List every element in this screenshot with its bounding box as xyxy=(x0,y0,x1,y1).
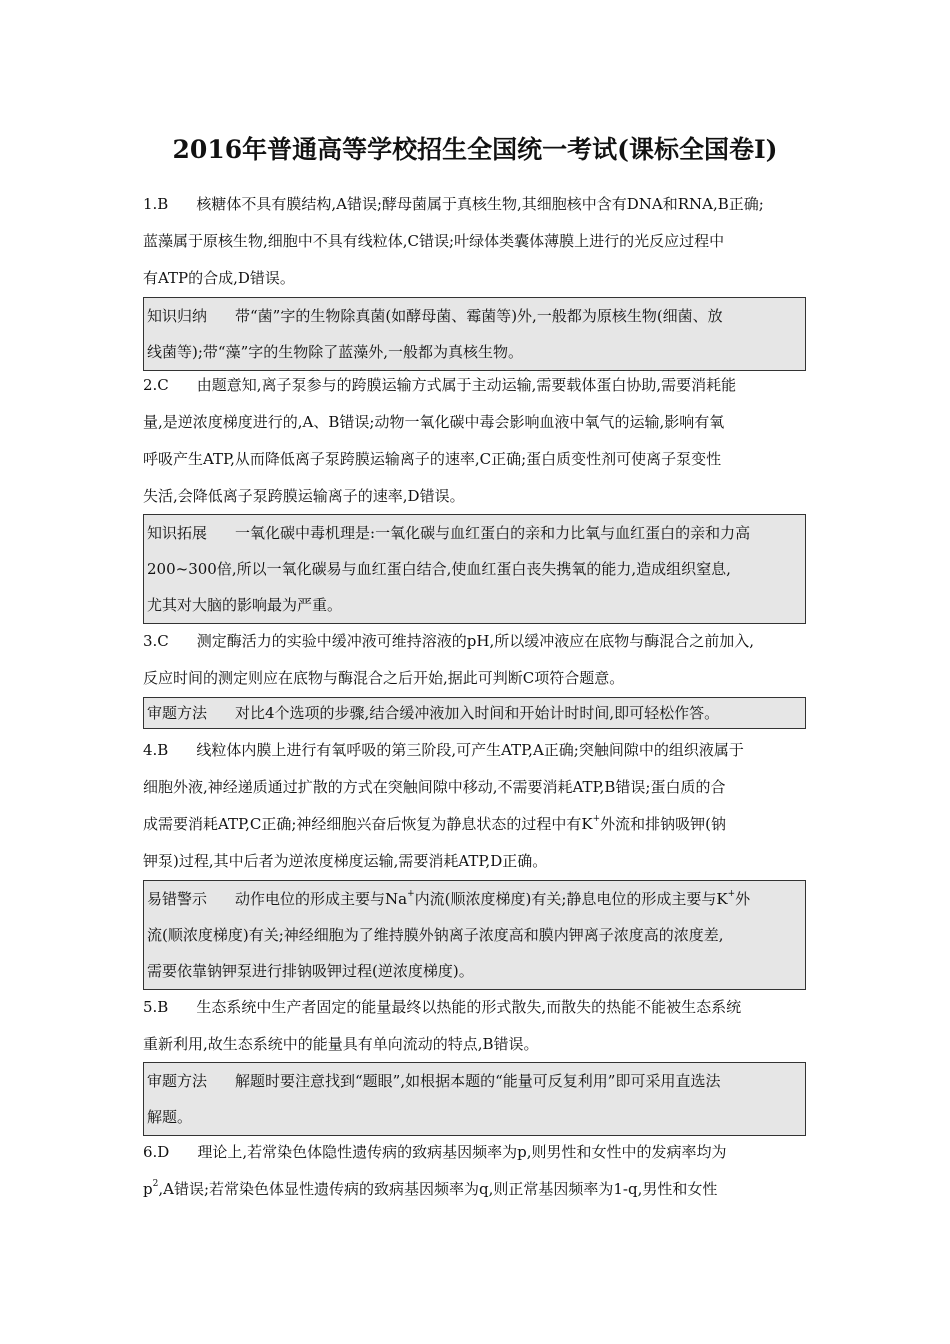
answer-text: ,A错误;若常染色体显性遗传病的致病基因频率为q,则正常基因频率为1-q,男性和女性 xyxy=(158,1180,718,1198)
note-line xyxy=(147,1063,802,1099)
note-text: 一氧化碳中毒机理是:一氧化碳与血红蛋白的亲和力比氧与血红蛋白的亲和力高 xyxy=(235,524,751,542)
answer-2 xyxy=(143,367,806,515)
answer-line xyxy=(143,989,806,1026)
answer-line xyxy=(143,806,806,843)
note-box xyxy=(143,697,806,729)
page-title: 2016年普通高等学校招生全国统一考试(课标全国卷Ⅰ) xyxy=(172,135,778,164)
answer-text: 测定酶活力的实验中缓冲液可维持溶液的pH,所以缓冲液应在底物与酶混合之前加入, xyxy=(196,632,755,650)
superscript: + xyxy=(727,889,736,899)
note-text: 需要依靠钠钾泵进行排钠吸钾过程(逆浓度梯度)。 xyxy=(147,962,474,980)
answer-text: 细胞外液,神经递质通过扩散的方式在突触间隙中移动,不需要消耗ATP,B错误;蛋白质的合 xyxy=(143,778,726,796)
note-line xyxy=(147,881,802,917)
answer-6 xyxy=(143,1134,806,1208)
note-label: 知识拓展 xyxy=(147,524,208,542)
answer-text: p xyxy=(143,1180,153,1198)
note-text: 解题。 xyxy=(147,1108,193,1126)
answer-line xyxy=(143,367,806,404)
answer-number: 2.C xyxy=(143,376,169,394)
answer-line xyxy=(143,186,806,223)
answer-number: 3.C xyxy=(143,632,169,650)
answer-text: 核糖体不具有膜结构,A错误;酵母菌属于真核生物,其细胞核中含有DNA和RNA,B正确; xyxy=(196,195,764,213)
answer-3 xyxy=(143,623,806,697)
answer-text: 生态系统中生产者固定的能量最终以热能的形式散失,而散失的热能不能被生态系统 xyxy=(196,998,742,1016)
answer-text: 钾泵)过程,其中后者为逆浓度梯度运输,需要消耗ATP,D正确。 xyxy=(143,852,548,870)
answer-text: 量,是逆浓度梯度进行的,A、B错误;动物一氧化碳中毒会影响血液中氧气的运输,影响有氧 xyxy=(143,413,725,431)
answer-text: 成需要消耗ATP,C正确;神经细胞兴奋后恢复为静息状态的过程中有K xyxy=(143,815,593,833)
note-label: 易错警示 xyxy=(147,890,208,908)
note-text: 尤其对大脑的影响最为严重。 xyxy=(147,596,343,614)
answer-number: 1.B xyxy=(143,195,169,213)
note-box xyxy=(143,1062,806,1136)
note-box xyxy=(143,514,806,624)
note-text: 内流(顺浓度梯度)有关;静息电位的形成主要与K xyxy=(414,890,728,908)
answer-text: 失活,会降低离子泵跨膜运输离子的速率,D错误。 xyxy=(143,487,465,505)
answer-number: 5.B xyxy=(143,998,169,1016)
answer-5 xyxy=(143,989,806,1063)
answer-text: 线粒体内膜上进行有氧呼吸的第三阶段,可产生ATP,A正确;突触间隙中的组织液属于 xyxy=(196,741,744,759)
note-text: 解题时要注意找到“题眼”,如根据本题的“能量可反复利用”即可采用直选法 xyxy=(235,1072,721,1090)
answer-text: 理论上,若常染色体隐性遗传病的致病基因频率为p,则男性和女性中的发病率均为 xyxy=(197,1143,727,1161)
note-text: 动作电位的形成主要与Na xyxy=(235,890,408,908)
answer-text: 蓝藻属于原核生物,细胞中不具有线粒体,C错误;叶绿体类囊体薄膜上进行的光反应过程中 xyxy=(143,232,725,250)
superscript: + xyxy=(407,889,415,899)
note-line xyxy=(147,298,802,334)
note-text: 流(顺浓度梯度)有关;神经细胞为了维持膜外钠离子浓度高和膜内钾离子浓度高的浓度差, xyxy=(147,926,724,944)
note-label: 审题方法 xyxy=(147,704,208,722)
answer-text: 反应时间的测定则应在底物与酶混合之后开始,据此可判断C项符合题意。 xyxy=(143,669,625,687)
answer-text: 外流和排钠吸钾(钠 xyxy=(600,815,726,833)
note-label: 审题方法 xyxy=(147,1072,208,1090)
superscript: 2 xyxy=(152,1179,159,1189)
answer-4 xyxy=(143,732,806,880)
note-text: 带“菌”字的生物除真菌(如酵母菌、霉菌等)外,一般都为原核生物(细菌、放 xyxy=(235,307,723,325)
note-text: 200~300倍,所以一氧化碳易与血红蛋白结合,使血红蛋白丧失携氧的能力,造成组织窒息, xyxy=(147,560,731,578)
answer-number: 6.D xyxy=(143,1143,170,1161)
note-text: 对比4个选项的步骤,结合缓冲液加入时间和开始计时时间,即可轻松作答。 xyxy=(235,704,720,722)
answer-line xyxy=(143,623,806,660)
answer-text: 有ATP的合成,D错误。 xyxy=(143,269,295,287)
note-box xyxy=(143,880,806,990)
note-line xyxy=(147,515,802,551)
note-label: 知识归纳 xyxy=(147,307,208,325)
answer-number: 4.B xyxy=(143,741,169,759)
answer-text: 呼吸产生ATP,从而降低离子泵跨膜运输离子的速率,C正确;蛋白质变性剂可使离子泵变性 xyxy=(143,450,722,468)
answer-text: 由题意知,离子泵参与的跨膜运输方式属于主动运输,需要载体蛋白协助,需要消耗能 xyxy=(196,376,737,394)
note-text: 线菌等);带“藻”字的生物除了蓝藻外,一般都为真核生物。 xyxy=(147,343,524,361)
note-box xyxy=(143,297,806,371)
note-text: 外 xyxy=(735,890,751,908)
answer-line xyxy=(143,1134,806,1171)
superscript: + xyxy=(592,814,601,824)
answer-text: 重新利用,故生态系统中的能量具有单向流动的特点,B错误。 xyxy=(143,1035,539,1053)
note-line xyxy=(147,698,802,728)
answer-line xyxy=(143,1171,806,1208)
answer-line xyxy=(143,732,806,769)
answer-1 xyxy=(143,186,806,297)
